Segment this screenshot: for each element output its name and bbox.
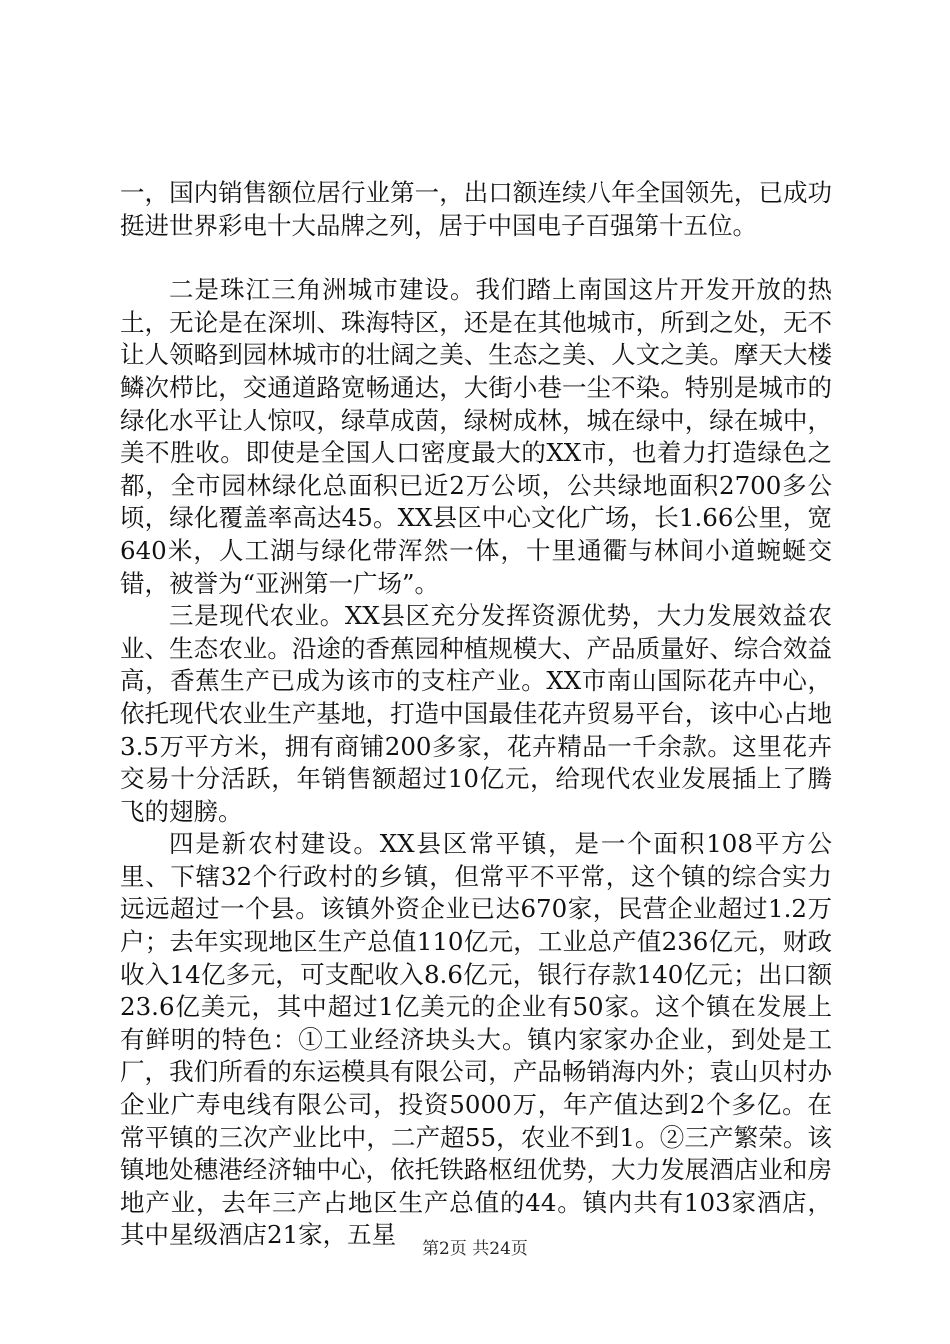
paragraph-continuation: 一，国内销售额位居行业第一，出口额连续八年全国领先，已成功挺进世界彩电十大品牌之列，居于中国电子百强第十五位。: [120, 178, 832, 240]
document-body: [120, 177, 832, 1252]
paragraph-new-countryside: 四是新农村建设。XX县区常平镇，是一个面积108平方公里、下辖32个行政村的乡镇，但常平不平常，这个镇的综合实力远远超过一个县。该镇外资企业已达670家，民营企业超过1.2万户；去年实现地区生产总值110亿元，工业总产值236亿元，财政收入14亿多元，可支配收入8.6亿元，银行存款140亿元；出口额23.6亿美元，其中超过1亿美元的企业有50家。这个镇在发展上有鲜明的特色：①工业经济块头大。镇内家家办企业，到处是工厂，我们所看的东运模具有限公司，产品畅销海内外；袁山贝村办企业广寿电线有限公司，投资5000万，年产值达到2个多亿。在常平镇的三次产业比中，二产超55，农业不到1。②三产繁荣。该镇地处穗港经济轴中心，依托铁路枢纽优势，大力发展酒店业和房地产业，去年三产占地区生产总值的44。镇内共有103家酒店，其中星级酒店21家，五星: [120, 829, 832, 1250]
paragraph-modern-agriculture: 三是现代农业。XX县区充分发挥资源优势，大力发展效益农业、生态农业。沿途的香蕉园种植规模大、产品质量好、综合效益高，香蕉生产已成为该市的支柱产业。XX市南山国际花卉中心，依托现代农业生产基地，打造中国最佳花卉贸易平台，该中心占地3.5万平方米，拥有商铺200多家，花卉精品一千余款。这里花卉交易十分活跃，年销售额超过10亿元，给现代农业发展插上了腾飞的翅膀。: [120, 601, 832, 826]
paragraph-urban-construction: 二是珠江三角洲城市建设。我们踏上南国这片开发开放的热土，无论是在深圳、珠海特区，还是在其他城市，所到之处，无不让人领略到园林城市的壮阔之美、生态之美、人文之美。摩天大楼鳞次栉比，交通道路宽畅通达，大街小巷一尘不染。特别是城市的绿化水平让人惊叹，绿草成茵，绿树成林，城在绿中，绿在城中，美不胜收。即使是全国人口密度最大的XX市，也着力打造绿色之都，全市园林绿化总面积已近2万公顷，公共绿地面积2700多公顷，绿化覆盖率高达45。XX县区中心文化广场，长1.66公里，宽640米，人工湖与绿化带浑然一体，十里通衢与林间小道蜿蜒交错，被誉为“亚洲第一广场”。: [120, 275, 832, 598]
page-number-footer: 第2页 共24页: [422, 1239, 528, 1259]
